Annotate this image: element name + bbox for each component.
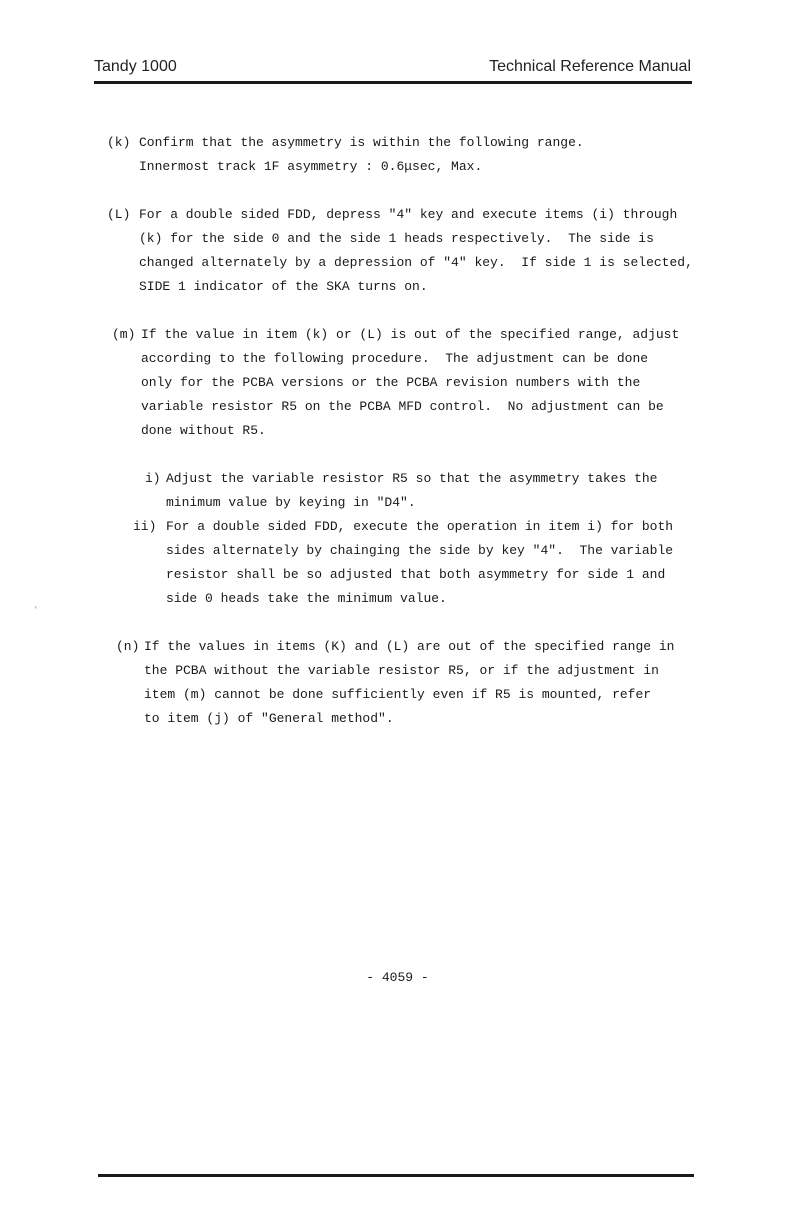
subitem-i-line-2: minimum value by keying in "D4". <box>166 495 416 510</box>
subitem-i-label: i) <box>145 471 161 486</box>
item-n-line-3: item (m) cannot be done sufficiently even if R5 is mounted, refer <box>144 687 652 702</box>
scan-mark: ‘ <box>34 604 38 616</box>
item-n-line-4: to item (j) of "General method". <box>144 711 394 726</box>
item-m-line-2: according to the following procedure. The adjustment can be done <box>141 351 649 366</box>
item-k-line-2: Innermost track 1F asymmetry : 0.6μsec, Max. <box>139 159 483 174</box>
item-n-line-1: If the values in items (K) and (L) are out of the specified range in <box>144 639 675 654</box>
item-m-line-3: only for the PCBA versions or the PCBA revision numbers with the <box>141 375 641 390</box>
subitem-ii-line-3: resistor shall be so adjusted that both asymmetry for side 1 and <box>166 567 666 582</box>
item-m-label: (m) <box>112 327 136 342</box>
subitem-i-line-1: Adjust the variable resistor R5 so that the asymmetry takes the <box>166 471 658 486</box>
item-m-line-4: variable resistor R5 on the PCBA MFD control. No adjustment can be <box>141 399 664 414</box>
item-m-line-5: done without R5. <box>141 423 266 438</box>
page-number: - 4059 - <box>366 970 429 985</box>
subitem-ii-line-2: sides alternately by chainging the side by key "4". The variable <box>166 543 674 558</box>
header-title-right: Technical Reference Manual <box>489 58 691 75</box>
footer-rule <box>98 1174 694 1177</box>
item-k-line-1: Confirm that the asymmetry is within the following range. <box>139 135 584 150</box>
item-l-line-4: SIDE 1 indicator of the SKA turns on. <box>139 279 428 294</box>
header-title-left: Tandy 1000 <box>94 58 177 75</box>
item-m-line-1: If the value in item (k) or (L) is out of the specified range, adjust <box>141 327 680 342</box>
subitem-ii-line-4: side 0 heads take the minimum value. <box>166 591 447 606</box>
subitem-ii-label: ii) <box>133 519 157 534</box>
item-n-line-2: the PCBA without the variable resistor R5, or if the adjustment in <box>144 663 659 678</box>
header-rule <box>94 81 692 84</box>
item-l-line-3: changed alternately by a depression of "4" key. If side 1 is selected, <box>139 255 693 270</box>
item-n-label: (n) <box>116 639 140 654</box>
subitem-ii-line-1: For a double sided FDD, execute the operation in item i) for both <box>166 519 674 534</box>
item-k-label: (k) <box>107 135 131 150</box>
item-l-line-2: (k) for the side 0 and the side 1 heads respectively. The side is <box>139 231 654 246</box>
item-l-line-1: For a double sided FDD, depress "4" key and execute items (i) through <box>139 207 678 222</box>
item-l-label: (L) <box>107 207 131 222</box>
